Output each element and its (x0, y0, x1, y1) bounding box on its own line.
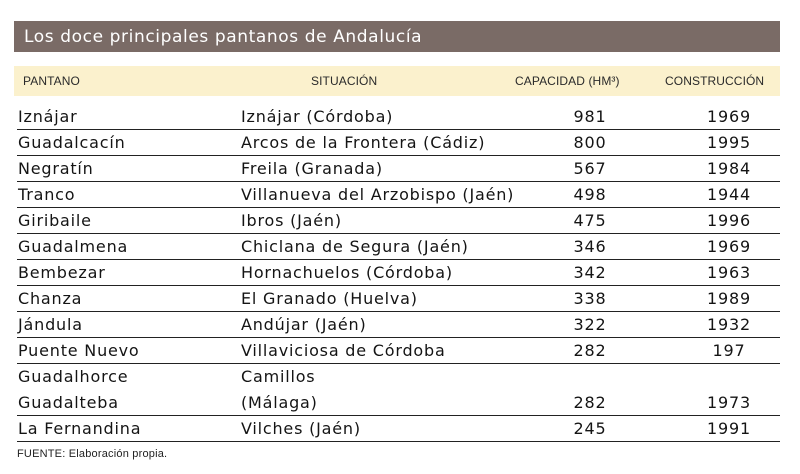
cell-construccion: 1973 (707, 393, 751, 412)
table-row (17, 182, 780, 208)
table-row (17, 416, 780, 442)
cell-situacion: Camillos (241, 367, 316, 386)
table-row (17, 156, 780, 182)
column-header-pantano: PANTANO (23, 74, 80, 88)
table-row (17, 208, 780, 234)
cell-situacion: Arcos de la Frontera (Cádiz) (241, 133, 486, 152)
table-row (17, 234, 780, 260)
table-title: Los doce principales pantanos de Andalucía (24, 27, 423, 47)
cell-construccion: 1932 (707, 315, 751, 334)
cell-situacion: Villanueva del Arzobispo (Jaén) (241, 185, 515, 204)
cell-situacion: Chiclana de Segura (Jaén) (241, 237, 469, 256)
cell-situacion: Andújar (Jaén) (241, 315, 367, 334)
cell-capacidad: 567 (573, 159, 607, 178)
cell-pantano: Guadalteba (18, 393, 119, 412)
cell-pantano: Puente Nuevo (18, 341, 140, 360)
cell-capacidad: 475 (573, 211, 607, 230)
column-header-construccion: CONSTRUCCIÓN (665, 74, 765, 88)
cell-capacidad: 245 (573, 419, 607, 438)
cell-construccion: 1996 (707, 211, 751, 230)
column-header-capacidad: CAPACIDAD (HM³) (515, 74, 620, 88)
cell-capacidad: 338 (573, 289, 607, 308)
cell-pantano: Tranco (18, 185, 76, 204)
cell-construccion: 197 (712, 341, 746, 360)
cell-construccion: 1989 (707, 289, 751, 308)
cell-pantano: Negratín (18, 159, 94, 178)
cell-capacidad: 282 (573, 341, 607, 360)
column-header-situacion: SITUACIÓN (311, 74, 378, 88)
cell-situacion: Villaviciosa de Córdoba (241, 341, 446, 360)
cell-pantano: Jándula (18, 315, 83, 334)
cell-pantano: Guadalcacín (18, 133, 126, 152)
cell-pantano: Bembezar (18, 263, 106, 282)
cell-pantano: Chanza (18, 289, 83, 308)
cell-construccion: 1969 (707, 237, 751, 256)
cell-capacidad: 346 (573, 237, 607, 256)
cell-capacidad: 498 (573, 185, 607, 204)
cell-construccion: 1963 (707, 263, 751, 282)
cell-pantano: Guadalhorce (18, 367, 129, 386)
cell-capacidad: 282 (573, 393, 607, 412)
cell-construccion: 1984 (707, 159, 751, 178)
cell-construccion: 1944 (707, 185, 751, 204)
cell-situacion: Freila (Granada) (241, 159, 383, 178)
cell-situacion: Ibros (Jaén) (241, 211, 342, 230)
cell-pantano: Guadalmena (18, 237, 129, 256)
cell-pantano: La Fernandina (18, 419, 142, 438)
cell-capacidad: 322 (573, 315, 607, 334)
table-row (17, 364, 780, 390)
cell-situacion: Iznájar (Córdoba) (241, 107, 394, 126)
cell-construccion: 1969 (707, 107, 751, 126)
cell-construccion: 1995 (707, 133, 751, 152)
table-row (17, 286, 780, 312)
cell-construccion: 1991 (707, 419, 751, 438)
cell-situacion: (Málaga) (241, 393, 318, 412)
cell-situacion: Hornachuelos (Córdoba) (241, 263, 453, 282)
table-row (17, 104, 780, 130)
cell-situacion: Vilches (Jaén) (241, 419, 361, 438)
cell-capacidad: 981 (573, 107, 607, 126)
table-header (14, 66, 780, 96)
cell-pantano: Iznájar (18, 107, 78, 126)
cell-capacidad: 800 (573, 133, 607, 152)
table-row (17, 390, 780, 416)
source-note: FUENTE: Elaboración propia. (17, 448, 168, 460)
table-row (17, 130, 780, 156)
row-divider (17, 441, 780, 442)
cell-situacion: El Granado (Huelva) (241, 289, 418, 308)
table-row (17, 312, 780, 338)
table-row (17, 260, 780, 286)
table-body (17, 104, 780, 442)
cell-capacidad: 342 (573, 263, 607, 282)
table-title-bar (14, 21, 780, 52)
cell-pantano: Giribaile (18, 211, 92, 230)
table-row (17, 338, 780, 364)
